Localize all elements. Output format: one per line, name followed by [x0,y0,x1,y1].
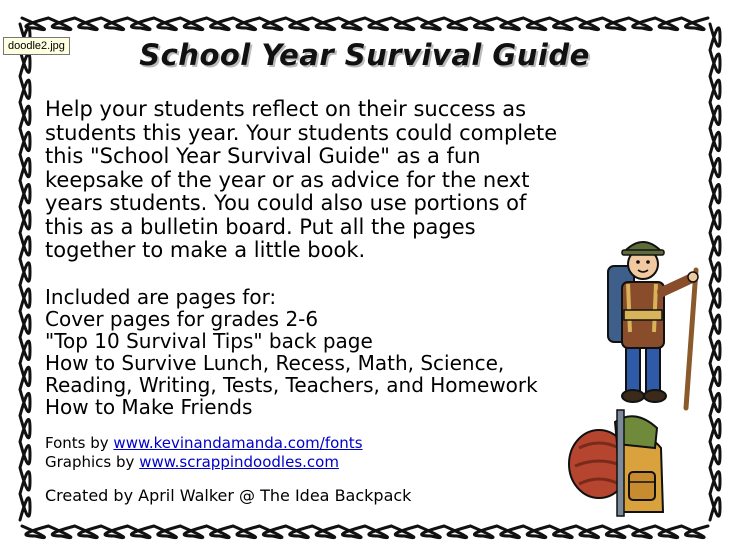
graphics-credit-label: Graphics by [45,453,140,471]
fonts-credit [45,434,363,453]
graphics-link[interactable]: www.scrappindoodles.com [139,453,339,471]
credits [45,434,363,472]
list-item: Reading, Writing, Tests, Teachers, and Homework [45,373,538,397]
fonts-link[interactable]: www.kevinandamanda.com/fonts [113,434,363,452]
creator-line: Created by April Walker @ The Idea Backpack [45,486,412,505]
filename-tooltip: doodle2.jpg [3,37,70,55]
page-title: School Year Survival Guide [139,38,590,72]
list-item: How to Make Friends [45,395,253,418]
included-heading: Included are pages for: [45,286,277,309]
fonts-credit-label: Fonts by [45,434,114,452]
hiker-illustration [600,232,710,412]
list-item: How to Survive Lunch, Recess, Math, Science, [45,351,505,375]
backpack-illustration [565,408,670,518]
intro-paragraph: Help your students reflect on their success as students this year. Your students could complete this "School Year Survival Guide" as a fun keepsake of the year or as advice for the next years students. You could also use portions of this as a bulletin board. Put all the pages together to make a little book. [45,97,558,262]
list-item: "Top 10 Survival Tips" back page [45,329,373,353]
graphics-credit [45,453,363,472]
list-item: Cover pages for grades 2-6 [45,307,319,331]
included-pages-list [45,286,615,418]
